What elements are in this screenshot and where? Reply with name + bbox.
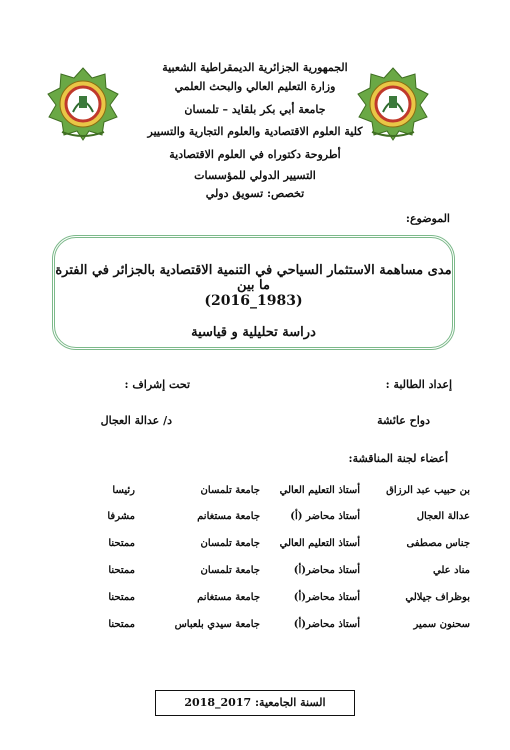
committee-row — [40, 538, 470, 556]
committee-label: أعضاء لجنة المناقشة: — [348, 452, 448, 465]
header-faculty: كلية العلوم الاقتصادية والعلوم التجارية والتسيير — [147, 125, 363, 138]
member-university: جامعة مستغانم — [197, 592, 260, 603]
member-rank: أستاذ محاضر(أ) — [293, 619, 360, 630]
header-field: التسيير الدولي للمؤسسات — [194, 169, 316, 182]
member-name: بن حبيب عبد الرزاق — [386, 485, 470, 496]
member-role: ممتحنا — [108, 619, 135, 630]
member-university: جامعة مستغانم — [197, 511, 260, 522]
thesis-subtitle: دراسة تحليلية و قياسية — [191, 325, 316, 340]
member-university: جامعة سيدي بلعباس — [174, 619, 260, 630]
committee-row — [40, 565, 470, 583]
thesis-title: مدى مساهمة الاستثمار السياحي في التنمية الاقتصادية بالجزائر في الفترة ما بين — [55, 263, 452, 293]
prepared-by-label: إعداد الطالبة : — [385, 378, 452, 391]
header-university: جامعة أبي بكر بلقايد – تلمسان — [184, 103, 326, 116]
member-role: رئيسا — [112, 485, 135, 496]
member-university: جامعة تلمسان — [200, 538, 260, 549]
member-name: عدالة العجال — [416, 511, 470, 522]
member-rank: أستاذ محاضر (أ) — [290, 511, 360, 522]
topic-label: الموضوع: — [405, 212, 450, 225]
member-rank: أستاذ التعليم العالي — [279, 485, 360, 496]
member-name: بوظراف جيلالي — [405, 592, 470, 603]
member-rank: أستاذ التعليم العالي — [279, 538, 360, 549]
member-name: جناس مصطفى — [406, 538, 470, 549]
supervisor-name: د/ عدالة العجال — [100, 414, 172, 427]
committee-row — [40, 511, 470, 529]
member-role: ممتحنا — [108, 538, 135, 549]
member-rank: أستاذ محاضر(أ) — [293, 565, 360, 576]
student-name: دواح عائشة — [377, 414, 430, 427]
header-specialty: تخصص: تسويق دولي — [205, 187, 305, 200]
member-role: ممتحنا — [108, 592, 135, 603]
member-name: مناد علي — [433, 565, 470, 576]
title-frame — [52, 235, 455, 350]
member-role: مشرفا — [107, 511, 135, 522]
member-university: جامعة تلمسان — [200, 565, 260, 576]
member-name: سحنون سمير — [413, 619, 470, 630]
academic-year: السنة الجامعية: 2017_2018 — [155, 690, 355, 716]
supervisor-label: تحت إشراف : — [124, 378, 190, 391]
member-university: جامعة تلمسان — [200, 485, 260, 496]
thesis-period: (1983_2016) — [204, 293, 303, 309]
committee-row — [40, 485, 470, 503]
header-ministry: وزارة التعليم العالي والبحث العلمي — [174, 80, 336, 93]
header-thesis: أطروحة دكتوراه في العلوم الاقتصادية — [169, 148, 341, 161]
committee-row — [40, 592, 470, 610]
member-role: ممتحنا — [108, 565, 135, 576]
header-republic: الجمهورية الجزائرية الديمقراطية الشعبية — [162, 61, 348, 74]
member-rank: أستاذ محاضر(أ) — [293, 592, 360, 603]
committee-row — [40, 619, 470, 637]
